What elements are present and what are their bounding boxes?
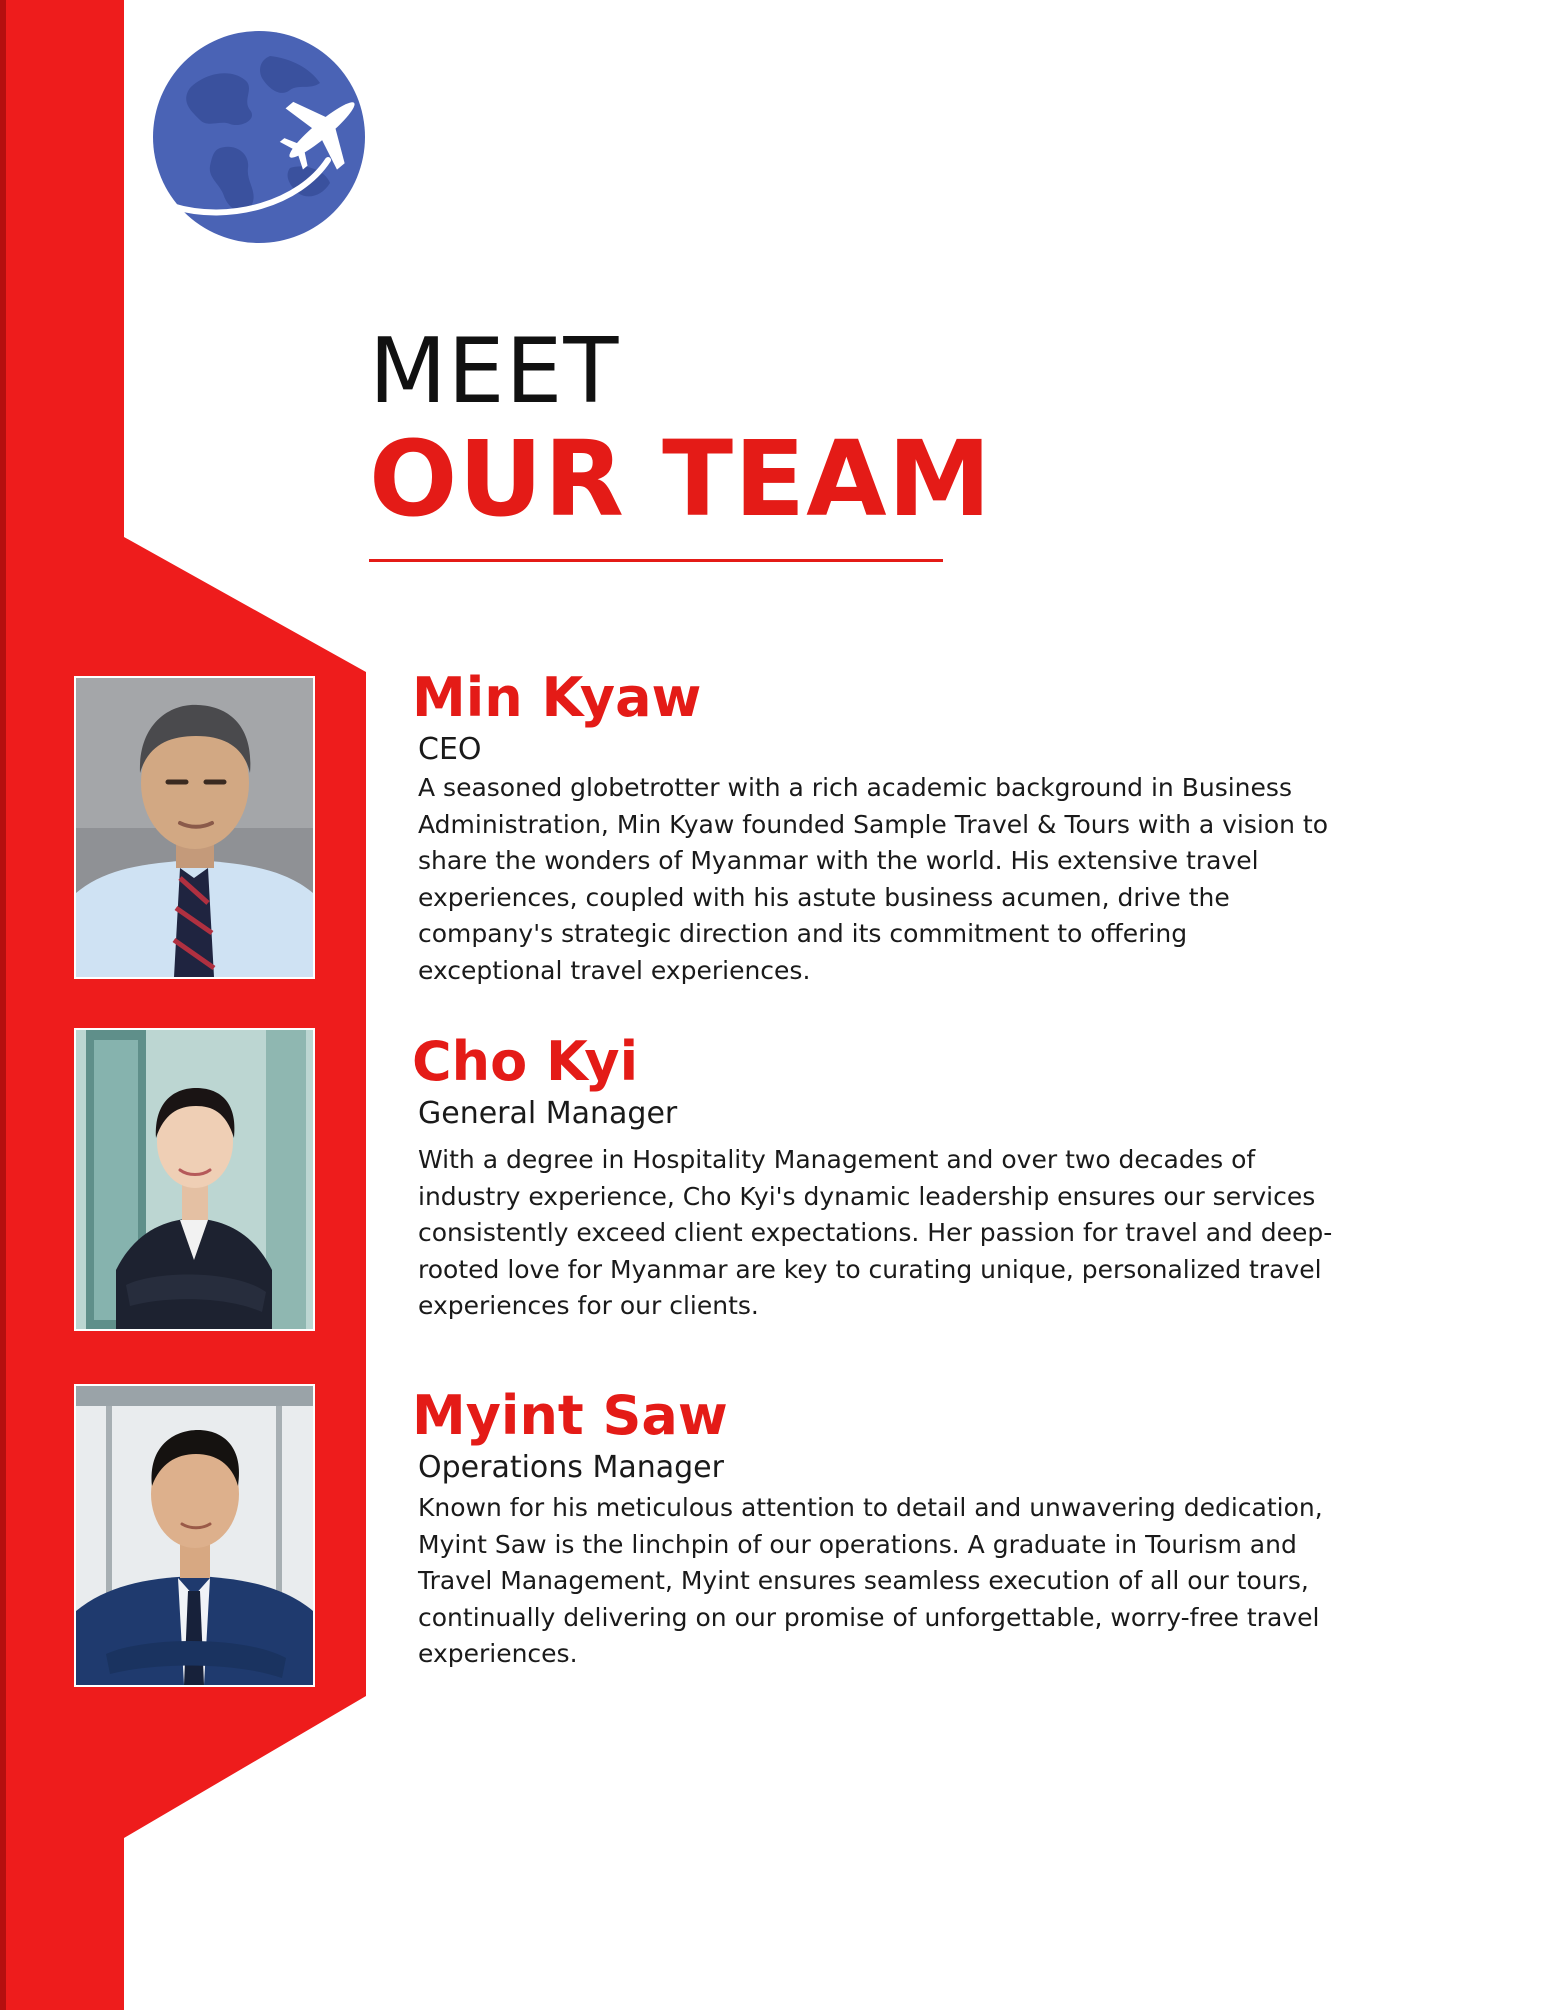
member-name: Min Kyaw — [412, 666, 702, 729]
heading-our-team: OUR TEAM — [369, 418, 993, 540]
team-member-card — [412, 1030, 1342, 1325]
member-bio: With a degree in Hospitality Management and over two decades of industry experience, Cho Kyi's dynamic leadership ensures our services consistently exceed client expectations. Her passion for travel and deep-rooted love for Myanmar are key to curating unique, personalized travel experiences for our clients. — [418, 1145, 1333, 1320]
globe-airplane-icon — [150, 28, 368, 246]
member-photo-min-kyaw — [74, 676, 315, 979]
heading-underline — [369, 559, 943, 562]
member-name: Cho Kyi — [412, 1030, 639, 1093]
member-role: Operations Manager — [418, 1450, 724, 1485]
team-member-card — [412, 1384, 1342, 1673]
member-role: General Manager — [418, 1096, 678, 1131]
member-bio: A seasoned globetrotter with a rich academic background in Business Administration, Min Kyaw founded Sample Travel & Tours with a vision to share the wonders of Myanmar with the world. His extensive travel experiences, coupled with his astute business acumen, drive the company's strategic direction and its commitment to offering exceptional travel experiences. — [418, 773, 1329, 985]
member-photo-myint-saw — [74, 1384, 315, 1687]
team-member-card — [412, 666, 1342, 989]
member-name: Myint Saw — [412, 1384, 728, 1447]
member-bio: Known for his meticulous attention to detail and unwavering dedication, Myint Saw is the linchpin of our operations. A graduate in Tourism and Travel Management, Myint ensures seamless execution of all our tours, continually delivering on our promise of unforgettable, worry-free travel experiences. — [418, 1493, 1323, 1668]
portrait-woman-icon — [76, 1030, 313, 1329]
page-heading — [369, 319, 993, 540]
portrait-man-icon — [76, 1386, 313, 1685]
company-logo — [150, 28, 368, 246]
portrait-man-icon — [76, 678, 313, 977]
member-role: CEO — [418, 732, 482, 767]
member-photo-cho-kyi — [74, 1028, 315, 1331]
heading-meet: MEET — [369, 319, 620, 424]
